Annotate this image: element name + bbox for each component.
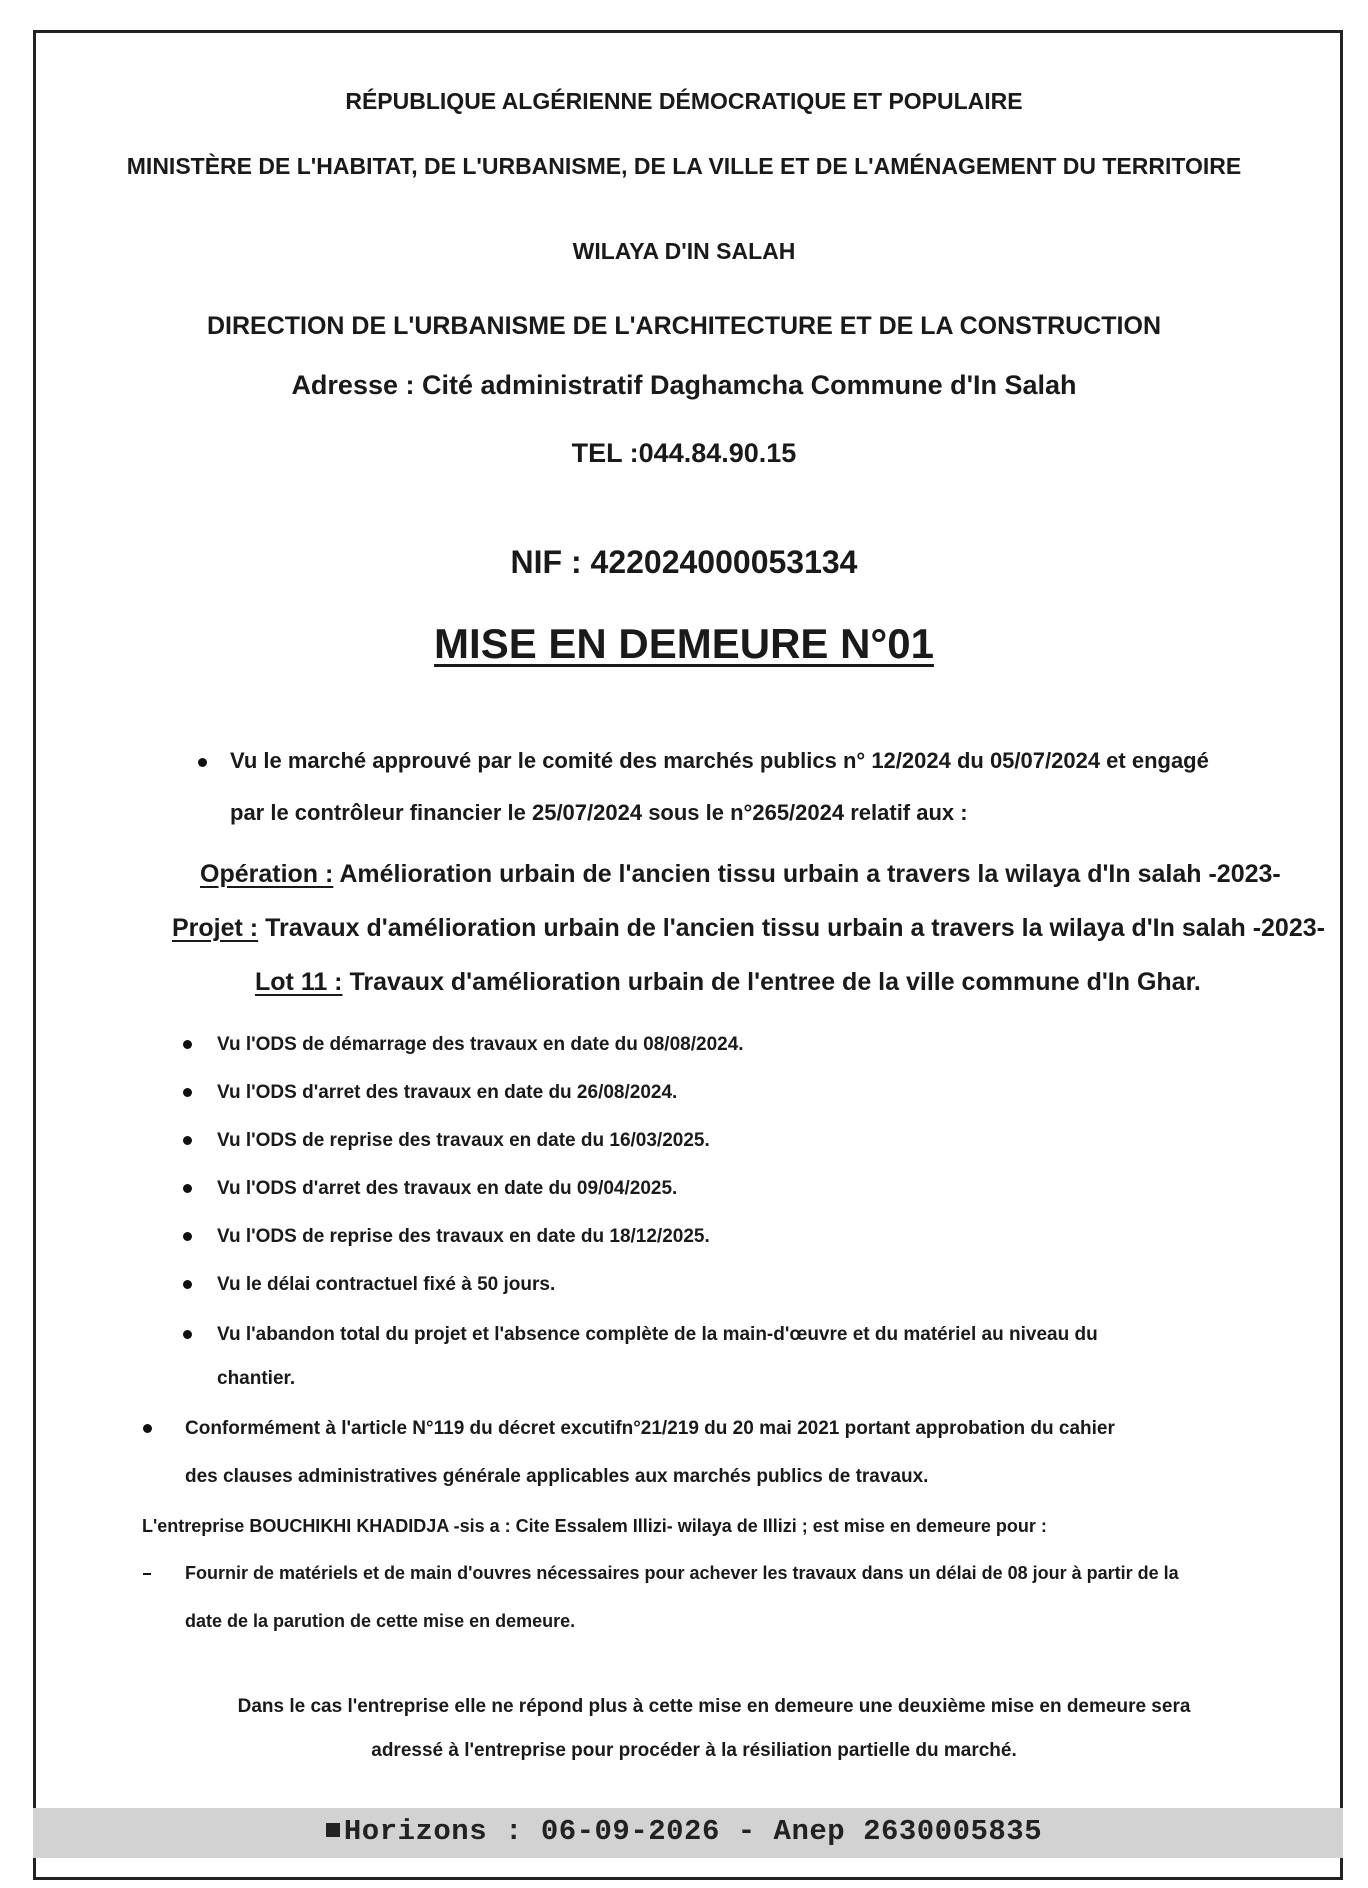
fournir-line-2: date de la parution de cette mise en demeure. [185, 1611, 576, 1631]
vu-item: Vu l'ODS de démarrage des travaux en date du 08/08/2024. [217, 1034, 744, 1055]
operation-label: Opération : [200, 860, 334, 888]
document-border [33, 30, 1343, 1880]
projet-text: Travaux d'amélioration urbain de l'ancien tissu urbain a travers la wilaya d'In salah -2023- [258, 914, 1325, 942]
lot-line [255, 968, 1201, 997]
header-tel: TEL :044.84.90.15 [571, 438, 797, 468]
closing-line-2: adressé à l'entreprise pour procéder à la résiliation partielle du marché. [371, 1740, 1017, 1761]
footer-text: Horizons : 06-09-2026 - Anep 2630005835 [343, 1815, 1043, 1848]
abandon-line-1: Vu l'abandon total du projet et l'absence complète de la main-d'œuvre et du matériel au niveau du [217, 1324, 1098, 1345]
square-icon [326, 1823, 340, 1837]
header-nif: NIF : 422024000053134 [510, 544, 858, 580]
bullet-icon [183, 1232, 192, 1241]
bullet-icon [198, 758, 207, 767]
bullet-icon [183, 1280, 192, 1289]
operation-text: Amélioration urbain de l'ancien tissu urbain a travers la wilaya d'In salah -2023- [333, 860, 1281, 888]
abandon-line-2: chantier. [217, 1368, 296, 1389]
bullet-icon [183, 1040, 192, 1049]
intro-line-1: Vu le marché approuvé par le comité des marchés publics n° 12/2024 du 05/07/2024 et engagé [230, 748, 1209, 773]
projet-label: Projet : [172, 914, 259, 942]
lot-label: Lot 11 : [255, 968, 343, 996]
fournir-line-1: Fournir de matériels et de main d'ouvres nécessaires pour achever les travaux dans un délai de 08 jour à partir de la [185, 1563, 1179, 1583]
vu-item: Vu le délai contractuel fixé à 50 jours. [217, 1274, 556, 1295]
bullet-icon [183, 1088, 192, 1097]
vu-item: Vu l'ODS de reprise des travaux en date du 16/03/2025. [217, 1130, 710, 1151]
header-ministere: MINISTÈRE DE L'HABITAT, DE L'URBANISME, DE LA VILLE ET DE L'AMÉNAGEMENT DU TERRITOIRE [126, 153, 1242, 179]
header-wilaya: WILAYA D'IN SALAH [572, 238, 796, 264]
header-republique: RÉPUBLIQUE ALGÉRIENNE DÉMOCRATIQUE ET POPULAIRE [345, 88, 1023, 114]
bullet-icon [183, 1136, 192, 1145]
closing-line-1: Dans le cas l'entreprise elle ne répond plus à cette mise en demeure une deuxième mise en demeure sera [237, 1696, 1191, 1717]
dash-icon [143, 1573, 151, 1575]
lot-text: Travaux d'amélioration urbain de l'entree de la ville commune d'In Ghar. [342, 968, 1201, 996]
bullet-icon [143, 1424, 152, 1433]
bullet-icon [183, 1330, 192, 1339]
conformement-line-1: Conformément à l'article N°119 du décret excutifn°21/219 du 20 mai 2021 portant approbation du cahier [185, 1418, 1115, 1439]
page-title: MISE EN DEMEURE N°01 [434, 620, 934, 667]
conformement-line-2: des clauses administratives générale applicables aux marchés publics de travaux. [185, 1466, 929, 1487]
bullet-icon [183, 1184, 192, 1193]
projet-line [172, 914, 1325, 943]
vu-item: Vu l'ODS d'arret des travaux en date du 26/08/2024. [217, 1082, 678, 1103]
header-direction: DIRECTION DE L'URBANISME DE L'ARCHITECTURE ET DE LA CONSTRUCTION [206, 312, 1162, 340]
entreprise-line: L'entreprise BOUCHIKHI KHADIDJA -sis a : Cite Essalem Illizi- wilaya de Illizi ; est mise en demeure pour : [142, 1516, 1047, 1536]
intro-line-2: par le contrôleur financier le 25/07/2024 sous le n°265/2024 relatif aux : [230, 800, 968, 825]
operation-line [200, 860, 1281, 889]
vu-item: Vu l'ODS d'arret des travaux en date du 09/04/2025. [217, 1178, 678, 1199]
footer [0, 1815, 1368, 1848]
header-adresse: Adresse : Cité administratif Daghamcha Commune d'In Salah [291, 370, 1077, 400]
vu-item: Vu l'ODS de reprise des travaux en date du 18/12/2025. [217, 1226, 710, 1247]
